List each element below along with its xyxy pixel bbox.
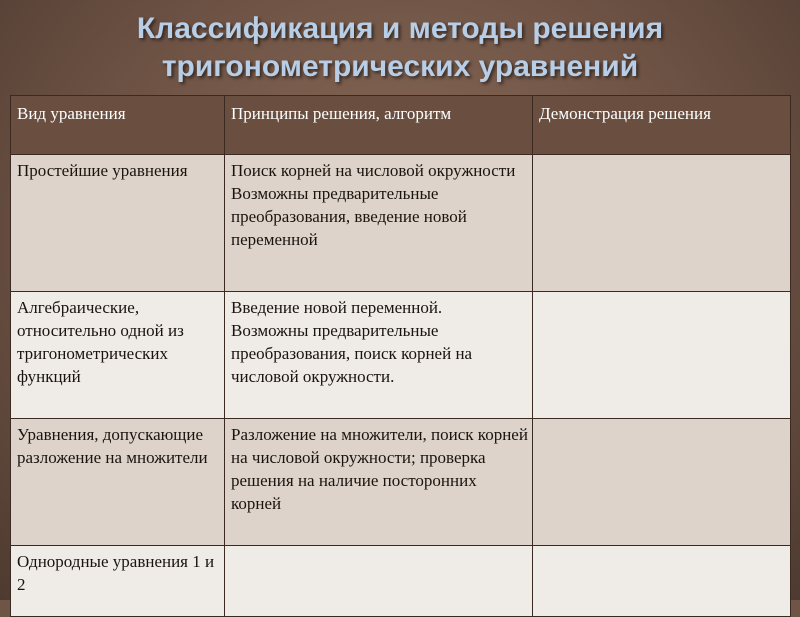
cell-demo xyxy=(533,292,791,419)
cell-principles xyxy=(225,546,533,617)
cell-equation-type: Уравнения, допускающие разложение на множители xyxy=(11,419,225,546)
table-row xyxy=(11,292,791,419)
cell-demo xyxy=(533,155,791,292)
principle-line: Возможны предварительные преобразования, поиск корней на числовой окружности. xyxy=(231,321,473,386)
cell-equation-type: Простейшие уравнения xyxy=(11,155,225,292)
cell-equation-type: Однородные уравнения 1 и 2 xyxy=(11,546,225,617)
principle-line: Возможны предварительные преобразования, введение новой переменной xyxy=(231,184,467,249)
cell-principles xyxy=(225,292,533,419)
slide-title xyxy=(0,10,800,86)
header-equation-type: Вид уравнения xyxy=(11,96,225,155)
table-row xyxy=(11,419,791,546)
cell-principles xyxy=(225,419,533,546)
methods-table xyxy=(10,95,791,617)
title-line-1: Классификация и методы решения xyxy=(136,12,664,45)
table-row xyxy=(11,546,791,617)
title-line-2: тригонометрических уравнений xyxy=(161,50,639,83)
principle-line: Введение новой переменной. xyxy=(231,298,443,317)
principle-line: Разложение на множители, поиск корней на числовой окружности; проверка решения на наличие посторонних корней xyxy=(231,425,528,513)
cell-demo xyxy=(533,546,791,617)
table-header-row xyxy=(11,96,791,155)
header-solution-demo: Демонстрация решения xyxy=(533,96,791,155)
table-row xyxy=(11,155,791,292)
cell-principles xyxy=(225,155,533,292)
cell-equation-type: Алгебраические, относительно одной из тригонометрических функций xyxy=(11,292,225,419)
cell-demo xyxy=(533,419,791,546)
header-solution-principles: Принципы решения, алгоритм xyxy=(225,96,533,155)
principle-line: Поиск корней на числовой окружности xyxy=(231,161,516,180)
